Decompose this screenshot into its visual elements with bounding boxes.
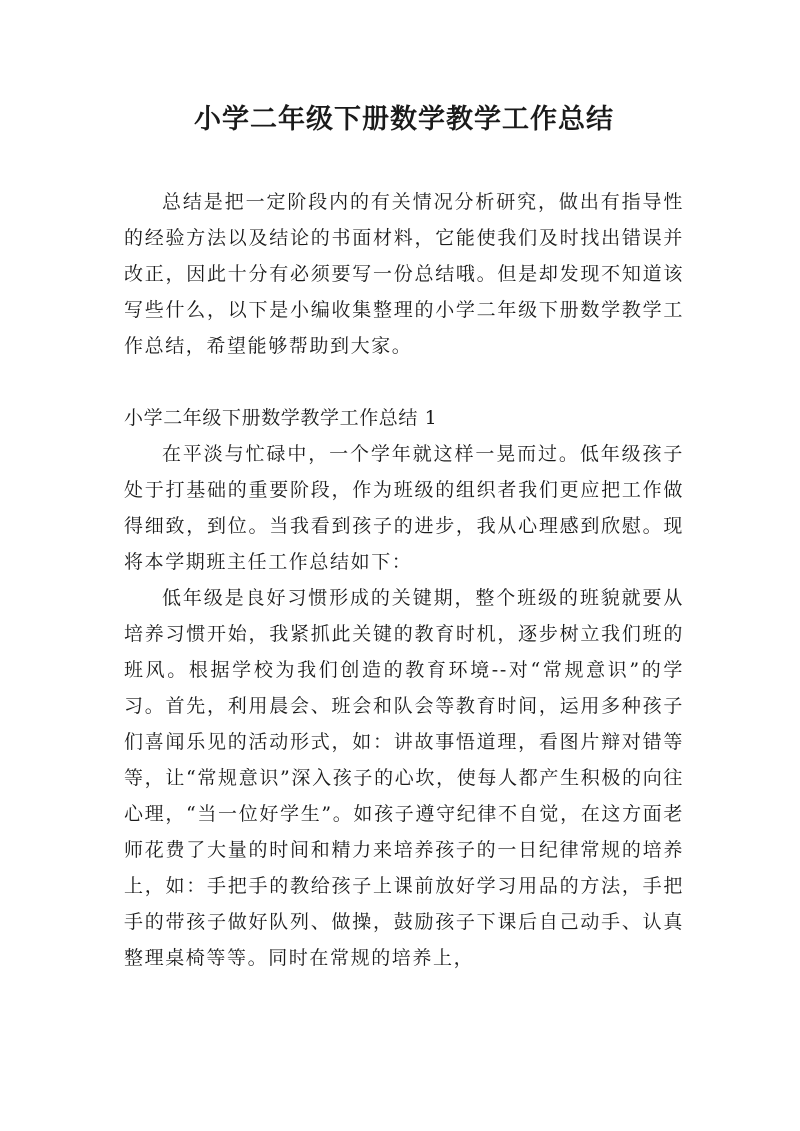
section-title: 小学二年级下册数学教学工作总结 1 [124, 407, 438, 429]
intro-paragraph: 总结是把一定阶段内的有关情况分析研究，做出有指导性的经验方法以及结论的书面材料，它能使我们及时找出错误并改正，因此十分有必须要写一份总结哦。但是却发现不知道该写些什么，以下是小编收集整理的小学二年级下册数学教学工作总结，希望能够帮助到大家。 [124, 191, 684, 357]
body-paragraph-1: 在平淡与忙碌中，一个学年就这样一晃而过。低年级孩子处于打基础的重要阶段，作为班级的组织者我们更应把工作做得细致，到位。当我看到孩子的进步，我从心理感到欣慰。现将本学期班主任工作总结如下： [124, 443, 684, 573]
body-paragraph-2: 低年级是良好习惯形成的关键期，整个班级的班貌就要从培养习惯开始，我紧抓此关键的教育时机，逐步树立我们班的班风。根据学校为我们创造的教育环境--对“常规意识”的学习。首先，利用晨会、班会和队会等教育时间，运用多种孩子们喜闻乐见的活动形式，如：讲故事悟道理，看图片辩对错等等，让“常规意识”深入孩子的心坎，使每人都产生积极的向往心理，“当一位好学生”。如孩子遵守纪律不自觉，在这方面老师花费了大量的时间和精力来培养孩子的一日纪律常规的培养上，如：手把手的教给孩子上课前放好学习用品的方法，手把手的带孩子做好队列、做操，鼓励孩子下课后自己动手、认真整理桌椅等等。同时在常规的培养上， [124, 587, 684, 969]
document-title: 小学二年级下册数学教学工作总结 [194, 104, 614, 135]
